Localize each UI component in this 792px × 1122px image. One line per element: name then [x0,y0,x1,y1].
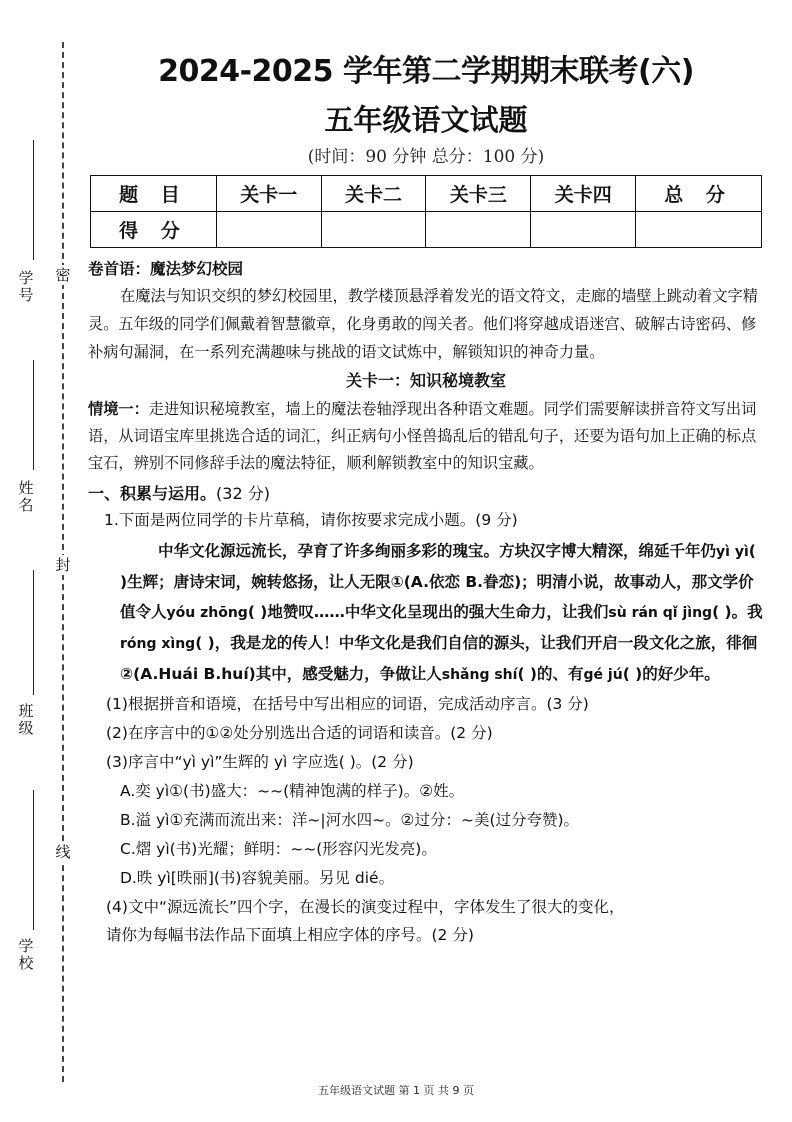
score-input-cell[interactable] [531,212,636,248]
option-a: A.奕 yì①(书)盛大：~~(精神饱满的样子)。②姓。 [120,782,465,800]
scene-label: 情境一： [88,400,149,418]
score-table-header-row [91,176,762,212]
score-header-cell: 关卡四 [531,176,636,212]
sub-question-1: (1)根据拼音和语境，在括号中写出相应的词语，完成活动序言。(3 分) [106,695,589,713]
pinyin-1: yì yì [716,544,749,560]
name-field[interactable] [4,360,46,540]
seal-char-mi: 密 [55,266,71,284]
exam-title: 2024-2025 学年第二学期期末联考(六) [158,54,694,89]
sub-question-2: (2)在序言中的①②处分别选出合适的词语和读音。(2 分) [106,724,493,742]
score-header-cell: 关卡三 [426,176,531,212]
score-header-cell: 题 目 [91,176,217,212]
sub-question-4-cont: 请你为每幅书法作品下面填上相应字体的序号。(2 分) [106,926,474,944]
pinyin-3: sù rán qǐ jìng [608,605,713,621]
level1-scene [88,396,764,477]
scene-text: 走进知识秘境教室，墙上的魔法卷轴浮现出各种语文难题。同学们需要解读拼音符文写出词语，从词语宝库里挑选合适的词汇，纠正病句小怪兽捣乱后的错乱句子，还要为语句加上正确的标点宝石，辨别不同修辞手法的魔法特征，顺利解锁教室中的知识宝藏。 [88,400,757,472]
class-field[interactable] [4,570,46,790]
intro-label: 卷首语：魔法梦幻校园 [88,260,244,278]
school-label: 学校 [18,937,34,972]
score-input-cell[interactable] [426,212,531,248]
exam-subtitle: 五年级语文试题 [324,103,528,137]
pinyin-4: róng xìng [120,636,196,652]
page-footer: 五年级语文试题 第 1 页 共 9 页 [318,1084,474,1097]
section-score: (32 分) [216,484,270,503]
seal-char-xian: 线 [55,843,71,861]
option-d: D.昳 yì[昳丽](书)容貌美丽。另见 dié。 [120,869,395,887]
name-label: 姓名 [18,479,34,514]
level1-heading: 关卡一：知识秘境教室 [345,371,506,390]
score-input-cell[interactable] [636,212,762,248]
pinyin-6: gé jú [583,667,623,683]
pinyin-2: yóu zhōng [166,605,248,621]
score-header-cell: 关卡一 [216,176,321,212]
seal-char-feng: 封 [55,556,71,574]
score-row-label: 得 分 [91,212,217,248]
school-field[interactable] [4,790,46,1000]
class-label: 班级 [18,702,34,737]
sub-question-3: (3)序言中“yì yì”生辉的 yì 字应选( )。(2 分) [106,753,414,771]
card-passage: 中华文化源远流长，孕育了许多绚丽多彩的瑰宝。方块汉字博大精深，绵延千年仍yì yì( )生辉；唐诗宋词，婉转悠扬，让人无限①(A.依恋 B.眷恋)；明清小说，故事动人，那文学价值令人yóu zhōng( )地赞叹……中华文化呈现出的强大生命力，让我们sù rán qǐ jìng( )。我róng xìng( )，我是龙的传人！中华文化是我们自信的源头，让我们开启一段文化之旅，徘徊②(A.Huái B.huí)其中，感受魅力，争做让人shǎng shí( )的、有gé jú( )的好少年。 [120,542,763,683]
binding-margin [0,0,82,1122]
score-header-cell: 总 分 [636,176,762,212]
option-c: C.熠 yì(书)光耀；鲜明：~~(形容闪光发亮)。 [120,840,437,858]
student-id-field[interactable] [4,140,46,360]
section-title [88,480,764,507]
score-header-cell: 关卡二 [321,176,426,212]
student-id-label: 学号 [18,269,34,304]
section-title-text: 一、积累与运用。 [88,484,217,503]
pinyin-5: shǎng shí [441,667,518,683]
option-b: B.溢 yì①充满而流出来：洋~|河水四~。②过分：~美(过分夸赞)。 [120,811,580,829]
exam-meta: (时间：90 分钟 总分：100 分) [307,147,545,167]
intro-text: 在魔法与知识交织的梦幻校园里，教学楼顶悬浮着发光的语文符文，走廊的墙壁上跳动着文字精灵。五年级的同学们佩戴着智慧徽章，化身勇敢的闯关者。他们将穿越成语迷宫、破解古诗密码、修补病句漏洞，在一系列充满趣味与挑战的语文试炼中，解锁知识的神奇力量。 [88,287,758,361]
question-1: 1.下面是两位同学的卡片草稿，请你按要求完成小题。(9 分) [104,511,518,529]
score-table-score-row [91,212,762,248]
exam-content [88,40,764,949]
score-input-cell[interactable] [216,212,321,248]
sub-question-4: (4)文中“源远流长”四个字，在漫长的演变过程中，字体发生了很大的变化， [106,898,625,916]
score-table [90,175,762,248]
score-input-cell[interactable] [321,212,426,248]
